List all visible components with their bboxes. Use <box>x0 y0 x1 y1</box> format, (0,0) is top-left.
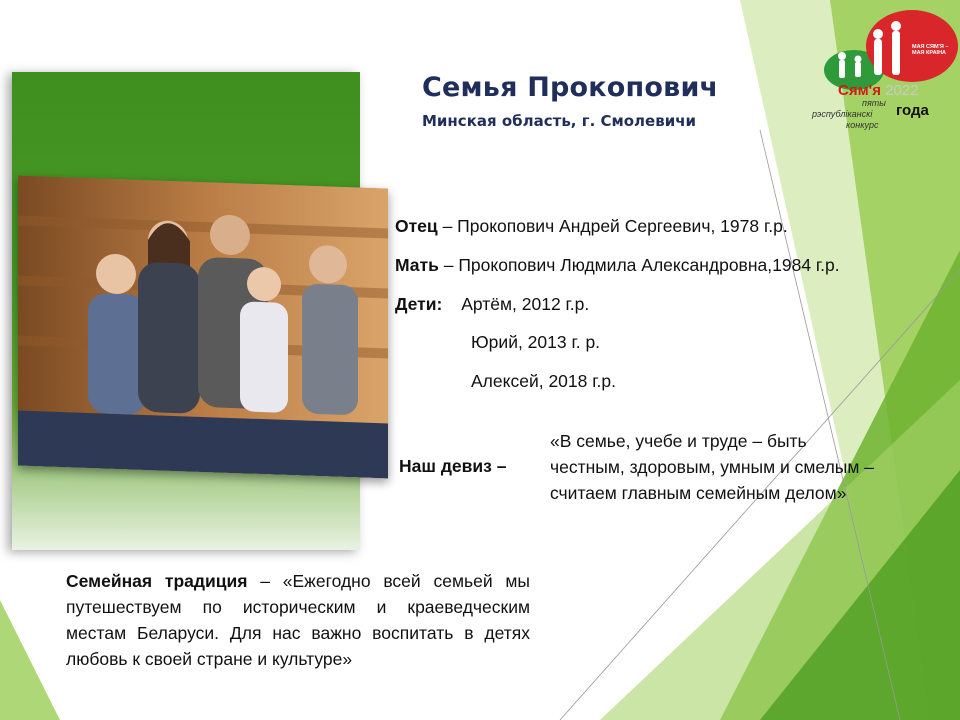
logo-line-2: рэспубліканскі <box>812 109 873 119</box>
motto-label: Наш девиз – <box>399 456 507 476</box>
father-row <box>395 216 788 237</box>
children-row <box>395 294 589 315</box>
father-value: – Прокопович Андрей Сергеевич, 1978 г.р. <box>442 216 788 236</box>
father-label: Отец <box>395 216 438 236</box>
mother-label: Мать <box>395 255 439 275</box>
child-3: Алексей, 2018 г.р. <box>471 371 616 391</box>
children-label: Дети: <box>395 294 443 314</box>
child-1: Артём, 2012 г.р. <box>461 294 590 314</box>
logo-name-text: Сям'я <box>838 82 882 99</box>
logo-name <box>838 82 919 99</box>
child-2: Юрий, 2013 г. р. <box>471 332 601 352</box>
page-title: Семья Прокопович <box>422 72 719 103</box>
logo-year: 2022 <box>885 82 919 99</box>
motto-text: «В семье, учебе и труде – быть честным, здоровым, умным и смелым – считаем главным семейным делом» <box>550 431 874 503</box>
tradition-text: – «Ежегодно всей семьей мы путешествуем по историческим и краеведческим местам Беларуси. Для нас важно воспитать в детях любовь к своей стране и культуре» <box>66 571 531 669</box>
tradition-label: Семейная традиция <box>66 571 248 591</box>
logo-line-4: конкурс <box>846 120 879 130</box>
family-photo <box>18 176 388 479</box>
logo-line-3: года <box>896 102 929 119</box>
logo-side-text: МАЯ СЯМ'Я – МАЯ КРАІНА <box>912 44 949 56</box>
page-subtitle: Минская область, г. Смолевичи <box>422 112 697 130</box>
mother-value: – Прокопович Людмила Александровна,1984 г.р. <box>443 255 840 275</box>
mother-row <box>395 255 840 276</box>
tradition-paragraph <box>66 568 530 672</box>
logo-line-1: пяты <box>862 98 886 108</box>
